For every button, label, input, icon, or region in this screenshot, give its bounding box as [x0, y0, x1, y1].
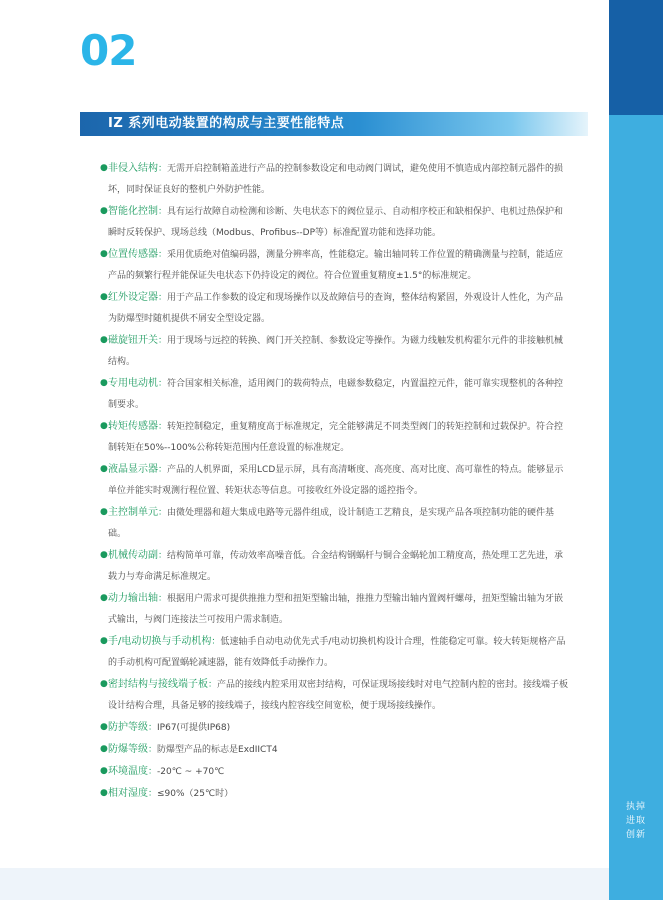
- feature-item: [100, 459, 570, 502]
- feature-separator: ：: [158, 508, 168, 518]
- bullet-icon: ●: [100, 335, 108, 345]
- side-slogan: [614, 800, 658, 842]
- feature-text: 用于现场与远控的转换、阀门开关控制、参数设定等操作。为磁力线触发机构霍尔元件的非接触机械结构。: [108, 336, 564, 367]
- feature-item: [100, 717, 570, 739]
- feature-label: 密封结构与接线端子板: [108, 679, 208, 690]
- feature-item: [100, 287, 570, 330]
- slogan-line: 执掉: [625, 802, 646, 812]
- feature-separator: ：: [158, 465, 168, 475]
- bottom-band: [0, 868, 609, 900]
- bullet-icon: ●: [100, 722, 108, 732]
- feature-label: 智能化控制: [108, 206, 158, 217]
- slogan-line: 创新: [625, 830, 646, 840]
- feature-text: 转矩控制稳定，重复精度高于标准规定，完全能够满足不同类型阀门的转矩控制和过载保护。符合控制转矩在50%--100%公称转矩范围内任意设置的标准规定。: [108, 422, 564, 453]
- feature-separator: ：: [158, 594, 168, 604]
- section-banner: [80, 112, 588, 136]
- feature-list: [100, 158, 570, 805]
- side-bar-top-block: [609, 0, 663, 115]
- bullet-icon: ●: [100, 249, 108, 259]
- feature-text: 用于产品工作参数的设定和现场操作以及故障信号的查询，整体结构紧固，外观设计人性化，为产品为防爆型时随机提供不屑安全型设定器。: [108, 293, 564, 324]
- feature-text: 低速轴手自动电动优先式手/电动切换机构设计合理，性能稳定可靠。较大转矩规格产品的手动机构可配置蜗轮减速器，能有效降低手动操作力。: [108, 637, 566, 668]
- feature-separator: ：: [208, 680, 218, 690]
- feature-text: 产品的人机界面，采用LCD显示屏，具有高清晰度、高亮度、高对比度、高可靠性的特点。能够显示单位并能实时观测行程位置、转矩状态等信息。可接收红外设定器的遥控指令。: [108, 465, 564, 496]
- bullet-icon: ●: [100, 421, 108, 431]
- feature-label: 主控制单元: [108, 507, 158, 518]
- feature-separator: ：: [148, 789, 158, 799]
- feature-label: 防护等级: [108, 722, 148, 733]
- feature-separator: ：: [158, 207, 168, 217]
- feature-label: 机械传动副: [108, 550, 158, 561]
- feature-label: 手/电动切换与手动机构: [108, 636, 212, 647]
- feature-item: [100, 244, 570, 287]
- feature-text: 产品的接线内腔采用双密封结构，可保证现场接线时对电气控制内腔的密封。接线端子板设计结构合理，具备足够的接线端子，接线内腔容线空间宽松，便于现场接线操作。: [108, 680, 569, 711]
- feature-label: 专用电动机: [108, 378, 158, 389]
- feature-text: IP67(可提供IP68): [157, 723, 231, 733]
- feature-separator: ：: [158, 293, 168, 303]
- bullet-icon: ●: [100, 507, 108, 517]
- feature-text: -20℃ ~ +70℃: [157, 767, 225, 777]
- feature-text: 具有运行故障自动检测和诊断、失电状态下的阀位显示、自动相序校正和缺相保护、电机过热保护和瞬时反转保护、现场总线（Modbus、Profibus--DP等）标准配置功能和选择功能。: [108, 207, 564, 238]
- bullet-icon: ●: [100, 163, 108, 173]
- feature-text: 无需开启控制箱盖进行产品的控制参数设定和电动阀门调试，避免使用不慎造成内部控制元器件的损坏，同时保证良好的整机户外防护性能。: [108, 164, 564, 195]
- bullet-icon: ●: [100, 679, 108, 689]
- feature-item: [100, 739, 570, 761]
- feature-separator: ：: [158, 164, 168, 174]
- feature-separator: ：: [148, 767, 158, 777]
- feature-item: [100, 502, 570, 545]
- feature-separator: ：: [158, 250, 168, 260]
- feature-label: 相对湿度: [108, 788, 148, 799]
- bullet-icon: ●: [100, 292, 108, 302]
- bullet-icon: ●: [100, 766, 108, 776]
- bullet-icon: ●: [100, 464, 108, 474]
- feature-separator: ：: [148, 745, 158, 755]
- feature-text: 符合国家相关标准，适用阀门的载荷特点，电磁参数稳定，内置温控元件，能可靠实现整机的各种控制要求。: [108, 379, 564, 410]
- feature-label: 液晶显示器: [108, 464, 158, 475]
- page-number: 02: [80, 26, 137, 75]
- feature-label: 转矩传感器: [108, 421, 158, 432]
- feature-item: [100, 545, 570, 588]
- feature-item: [100, 330, 570, 373]
- feature-separator: ：: [158, 422, 168, 432]
- feature-item: [100, 201, 570, 244]
- section-title: IZ 系列电动装置的构成与主要性能特点: [108, 116, 345, 131]
- feature-separator: ：: [158, 336, 168, 346]
- feature-label: 位置传感器: [108, 249, 158, 260]
- slogan-line: 进取: [625, 816, 646, 826]
- feature-text: ≤90%（25℃时）: [157, 789, 234, 799]
- feature-text: 由微处理器和超大集成电路等元器件组成，设计制造工艺精良，是实现产品各项控制功能的硬件基础。: [108, 508, 555, 539]
- feature-item: [100, 631, 570, 674]
- feature-separator: ：: [148, 723, 158, 733]
- bullet-icon: ●: [100, 206, 108, 216]
- feature-item: [100, 761, 570, 783]
- feature-text: 根据用户需求可提供推推力型和扭矩型输出轴，推推力型输出轴内置阀杆螺母，扭矩型输出轴为牙嵌式输出，与阀门连接法兰可按用户需求制造。: [108, 594, 564, 625]
- feature-item: [100, 588, 570, 631]
- feature-text: 结构简单可靠，传动效率高噪音低。合金结构钢蜗杆与铜合金蜗轮加工精度高，热处理工艺先进，承载力与寿命满足标准规定。: [108, 551, 564, 582]
- feature-label: 防爆等级: [108, 744, 148, 755]
- feature-item: [100, 416, 570, 459]
- bullet-icon: ●: [100, 744, 108, 754]
- feature-label: 环境温度: [108, 766, 148, 777]
- feature-label: 动力输出轴: [108, 593, 158, 604]
- bullet-icon: ●: [100, 378, 108, 388]
- feature-label: 红外设定器: [108, 292, 158, 303]
- feature-text: 防爆型产品的标志是ExdIICT4: [157, 745, 278, 755]
- feature-separator: ：: [158, 551, 168, 561]
- feature-label: 磁旋钮开关: [108, 335, 158, 346]
- bullet-icon: ●: [100, 593, 108, 603]
- feature-item: [100, 674, 570, 717]
- feature-separator: ：: [211, 637, 221, 647]
- feature-separator: ：: [158, 379, 168, 389]
- feature-item: [100, 373, 570, 416]
- feature-text: 采用优质绝对值编码器，测量分辨率高，性能稳定。输出轴同转工作位置的精确测量与控制，能适应产品的频繁行程并能保证失电状态下仍持设定的阀位。符合位置重复精度±1.5°的标准规定。: [108, 250, 564, 281]
- bullet-icon: ●: [100, 636, 108, 646]
- bullet-icon: ●: [100, 550, 108, 560]
- feature-item: [100, 783, 570, 805]
- bullet-icon: ●: [100, 788, 108, 798]
- side-bar: [609, 0, 663, 900]
- feature-item: [100, 158, 570, 201]
- feature-label: 非侵入结构: [108, 163, 158, 174]
